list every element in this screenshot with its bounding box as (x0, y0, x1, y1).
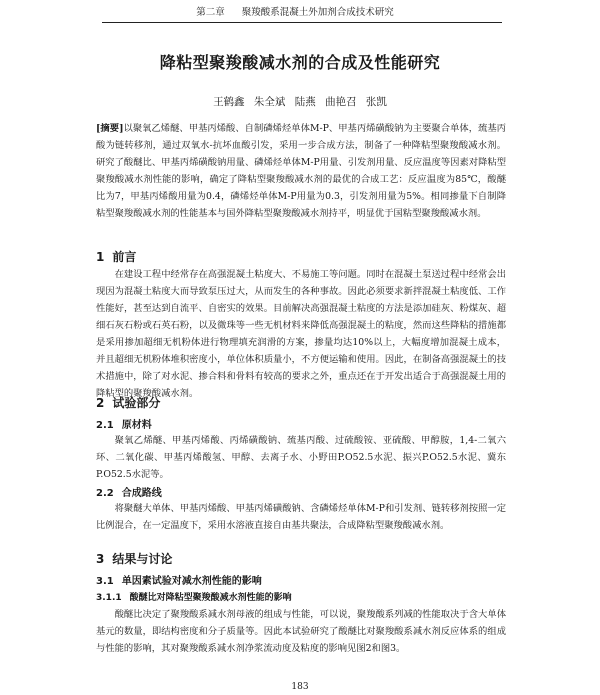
running-header (102, 6, 502, 23)
paper-title: 降粘型聚羧酸减水剂的合成及性能研究 (159, 53, 441, 72)
section-1-number: 1 (96, 250, 105, 264)
section-2-2-text: 将聚醚大单体、甲基丙烯酸、甲基丙烯磺酸钠、含磷烯烃单体M-P和引发剂、链转移剂按照一定比例混合，在一定温度下，采用水溶液直接自由基共聚法，合成降粘型聚羧酸减水剂。 (96, 503, 506, 531)
page-number: 183 (291, 682, 309, 692)
section-2-2-body (96, 500, 506, 534)
section-3-1-number: 3.1 (96, 576, 114, 587)
running-header-title: 聚羧酸系混凝土外加剂合成技术研究 (241, 7, 394, 18)
section-1-heading (96, 248, 136, 265)
section-2-1-title: 原材料 (121, 420, 152, 431)
section-3-number: 3 (96, 552, 105, 566)
section-1-title: 前言 (112, 250, 137, 264)
section-3-1-1-number: 3.1.1 (96, 593, 122, 603)
section-3-heading (96, 550, 172, 567)
section-2-2-title: 合成路线 (121, 488, 162, 499)
section-2-2-number: 2.2 (96, 488, 114, 499)
section-3-1-title: 单因素试验对减水剂性能的影响 (121, 576, 262, 587)
section-3-1-1-title: 酸醚比对降粘型聚羧酸减水剂性能的影响 (129, 593, 292, 603)
section-1-body (96, 266, 506, 402)
section-2-1-body (96, 432, 506, 483)
section-3-1-heading (96, 572, 262, 587)
section-2-1-number: 2.1 (96, 420, 114, 431)
section-2-2-heading (96, 484, 162, 499)
section-3-1-1-body (96, 606, 506, 657)
section-2-title: 试验部分 (112, 396, 161, 410)
abstract-label: [摘要] (96, 123, 124, 134)
abstract-text: 以聚氧乙烯醚、甲基丙烯酸、自制磷烯烃单体M-P、甲基丙烯磺酸钠为主要聚合单体，巯基丙酸为链转移剂，通过双氧水-抗坏血酸引发，采用一步合成方法，制备了一种降粘型聚羧酸减水剂。研究了酸醚比、甲基丙烯磺酸钠用量、磷烯烃单体M-P用量、引发剂用量、反应温度等因素对降粘型聚羧酸减水剂性能的影响，确定了降粘型聚羧酸减水剂的最优的合成工艺：反应温度为85℃，酸醚比为7，甲基丙烯酸用量为0.4，磷烯烃单体M-P用量为0.3，引发剂用量为5%。相同掺量下自制降粘型聚羧酸减水剂的性能基本与国外降粘型聚羧酸减水剂持平，明显优于国粘型聚羧酸减水剂。 (96, 123, 506, 219)
section-2-1-heading (96, 416, 152, 431)
section-1-text: 在建设工程中经常存在高强混凝土粘度大、不易施工等问题。同时在混凝土泵送过程中经常会出现因为混凝土粘度大而导致泵压过大，从而发生的各种事故。因此必须要求新拌混凝土粘度低、工作性能好，甚至达到自流平、自密实的效果。目前解决高强混凝土粘度的方法是添加硅灰、粉煤灰、超细石灰石粉或石英石粉，以及微珠等一些无机材料来降低高强混凝土的粘度，然而这些降粘的措施都是采用掺加超细无机粉体进行物理填充润滑的方案，掺量均达10%以上，大幅度增加混凝土成本，并且超细无机粉体堆积密度小，单位体积质量小，不方便运输和使用。因此，在制备高强混凝土的技术措施中，除了对水泥、掺合料和骨料有较高的要求之外，重点还在于开发出适合于高强混凝土用的降粘型的聚羧酸减水剂。 (96, 269, 506, 399)
section-2-number: 2 (96, 396, 105, 410)
section-3-1-1-heading (96, 590, 292, 603)
section-3-title: 结果与讨论 (112, 552, 173, 566)
abstract (96, 120, 506, 222)
section-2-heading (96, 394, 160, 411)
section-2-1-text: 聚氧乙烯醚、甲基丙烯酸、丙烯磺酸钠、巯基丙酸、过硫酸铵、亚硫酸、甲醇胺，1,4-二氧六环、二氧化碳、甲基丙烯酸氢、甲醇、去离子水、小野田P.O52.5水泥、振兴P.O52.5水泥、冀东P.O52.5水泥等。 (96, 435, 506, 480)
running-header-chapter: 第二章 (196, 7, 225, 18)
author-list: 王鹤鑫 朱全斌 陆燕 曲艳召 张凯 (213, 96, 387, 108)
section-3-1-1-text: 酸醚比决定了聚羧酸系减水剂母液的组成与性能，可以说，聚羧酸系列减的性能取决于含大单体基元的数量，即结构密度和分子质量等。因此本试验研究了酸醚比对聚羧酸系减水剂反应体系的组成与性能的影响，其对聚羧酸系减水剂净浆流动度及粘度的影响见图2和图3。 (96, 609, 506, 654)
